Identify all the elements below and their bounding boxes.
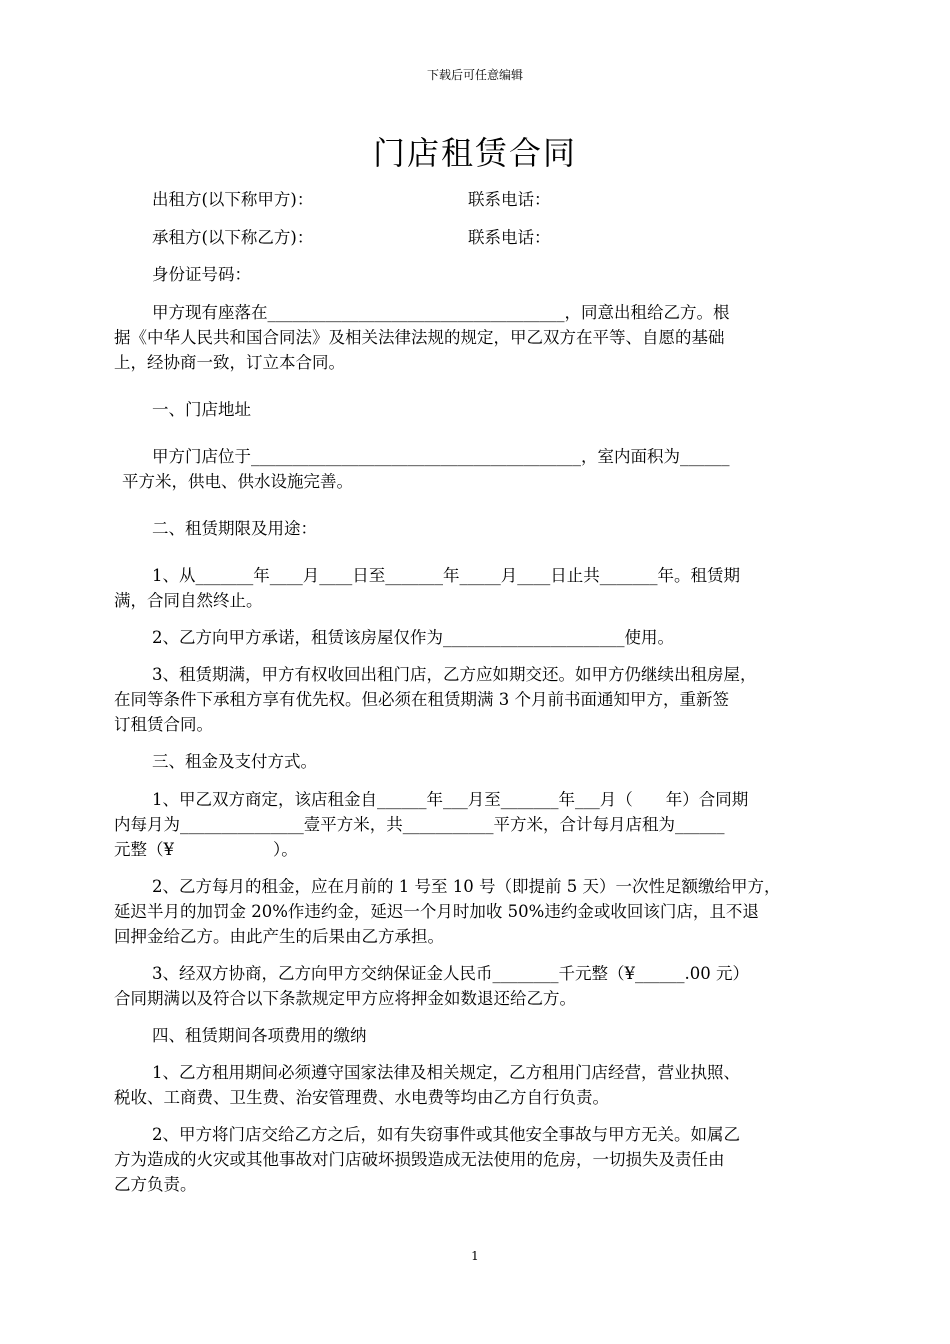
lessor-phone-label: 联系电话：: [468, 190, 551, 209]
page-number: 1: [471, 1249, 479, 1263]
document-title: 门店租赁合同: [372, 134, 577, 172]
lessee-label: 承租方(以下称乙方)：: [152, 228, 314, 247]
section-3-item-2: 延迟半月的加罚金 20%作违约金，延迟一个月时加收 50%违约金或收回该门店，且不退: [114, 902, 759, 921]
lessor-label: 出租方(以下称甲方)：: [152, 190, 314, 209]
lessee-phone-label: 联系电话：: [468, 228, 551, 247]
section-2-item-2: 2、乙方向甲方承诺，租赁该房屋仅作为______________________使用。: [152, 628, 674, 647]
intro-line: 据《中华人民共和国合同法》及相关法律法规的规定，甲乙双方在平等、自愿的基础: [114, 328, 725, 347]
section-4-item-2: 乙方负责。: [114, 1175, 197, 1194]
section-3-item-1: 元整（¥ ）。: [114, 840, 298, 859]
section-1-line: 甲方门店位于________________________________________，室内面积为______: [152, 447, 730, 466]
section-2-title: 二、租赁期限及用途：: [152, 519, 317, 538]
id-number-label: 身份证号码：: [152, 265, 251, 284]
section-3-item-1: 内每月为_______________壹平方米，共___________平方米，合计每月店租为______: [114, 815, 725, 834]
section-3-item-1: 1、甲乙双方商定，该店租金自______年___月至_______年___月（ 年）合同期: [152, 790, 749, 809]
section-3-item-2: 回押金给乙方。由此产生的后果由乙方承担。: [114, 927, 444, 946]
section-2-item-1: 1、从_______年____月____日至_______年_____月____日止共_______年。租赁期: [152, 566, 740, 585]
intro-line: 甲方现有座落在____________________________________，同意出租给乙方。根: [152, 303, 730, 322]
section-1-line: 平方米，供电、供水设施完善。: [122, 472, 353, 491]
intro-line: 上，经协商一致，订立本合同。: [114, 353, 345, 372]
section-4-item-2: 方为造成的火灾或其他事故对门店破坏损毁造成无法使用的危房，一切损失及责任由: [114, 1150, 725, 1169]
section-4-item-2: 2、甲方将门店交给乙方之后，如有失窃事件或其他安全事故与甲方无关。如属乙: [152, 1125, 740, 1144]
section-2-item-3: 3、租赁期满，甲方有权收回出租门店，乙方应如期交还。如甲方仍继续出租房屋，: [152, 665, 757, 684]
section-4-item-1: 1、乙方租用期间必须遵守国家法律及相关规定，乙方租用门店经营，营业执照、: [152, 1063, 740, 1082]
section-1-title: 一、门店地址: [152, 400, 251, 419]
section-2-item-1: 满，合同自然终止。: [114, 591, 263, 610]
section-3-title: 三、租金及支付方式。: [152, 752, 317, 771]
section-4-title: 四、租赁期间各项费用的缴纳: [152, 1026, 367, 1045]
section-4-item-1: 税收、工商费、卫生费、治安管理费、水电费等均由乙方自行负责。: [114, 1088, 609, 1107]
section-3-item-3: 合同期满以及符合以下条款规定甲方应将押金如数退还给乙方。: [114, 989, 576, 1008]
section-3-item-2: 2、乙方每月的租金，应在月前的 1 号至 10 号（即提前 5 天）一次性足额缴给甲方，: [152, 877, 781, 896]
section-2-item-3: 订租赁合同。: [114, 715, 213, 734]
section-3-item-3: 3、经双方协商，乙方向甲方交纳保证金人民币________千元整（¥______.00 元）: [152, 964, 749, 983]
page-header: 下载后可任意编辑: [426, 68, 523, 82]
section-2-item-3: 在同等条件下承租方享有优先权。但必须在租赁期满 3 个月前书面通知甲方，重新签: [114, 690, 729, 709]
